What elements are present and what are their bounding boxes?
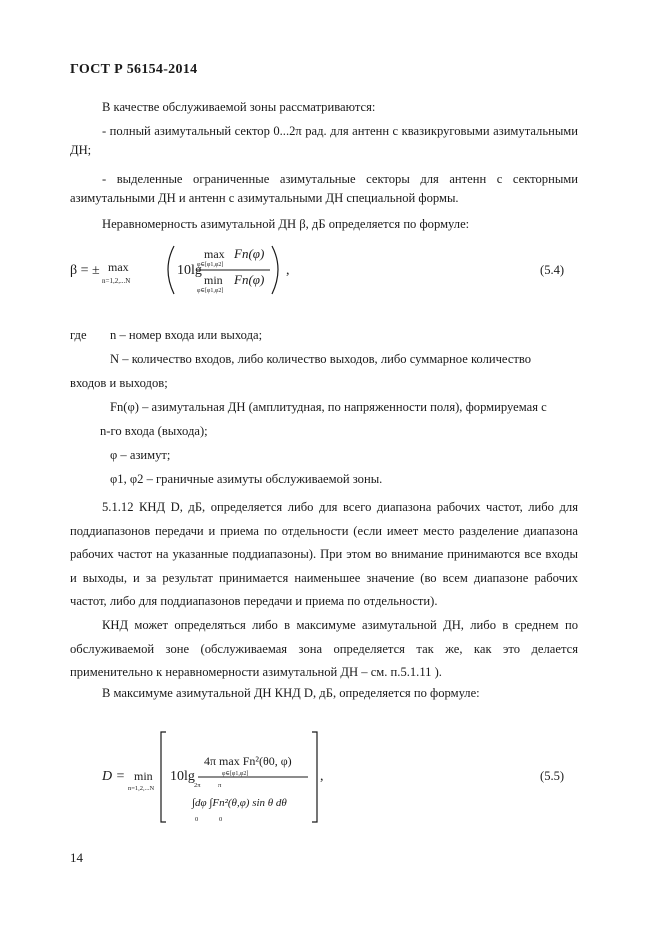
definition-phi12: φ1, φ2 – граничные азимуты обслуживаемой зоны. <box>110 472 383 486</box>
paragraph-nonuniformity: Неравномерность азимутальной ДН β, дБ определяется по формуле: <box>102 217 470 231</box>
formula-index: n=1,2,...N <box>128 785 155 792</box>
definition-N-1: N – количество входов, либо количество выходов, либо суммарное количество <box>110 352 532 366</box>
formula-log: 10lg <box>177 263 202 278</box>
svg-text:,: , <box>320 769 324 784</box>
numerator-sub: φ∈[φ1,φ2] <box>197 262 224 268</box>
paragraph-5-1-12: 5.1.12 КНД D, дБ, определяется либо для всего диапазона рабочих частот, либо для поддиапазонов передачи и приема по отдельности (если имеет место разделение диапазона рабочих частот на указанные поддиапазоны). При этом во внимание принимаются все входы и выходы, и за результат принимается наименьшее значение (во всем диапазоне рабочих частот, либо для поддиапазонов передачи и приема по отдельности). <box>70 500 578 608</box>
paragraph-intro: В качестве обслуживаемой зоны рассматриваются: <box>102 100 376 114</box>
right-paren <box>272 246 278 294</box>
numerator-max: max <box>204 247 225 261</box>
svg-text:,: , <box>286 263 290 278</box>
paragraph-bullet-2: - выделенные ограниченные азимутальные секторы для антенн с секторными азимутальными ДН и антенн с азимутальными ДН специальной формы. <box>70 172 578 205</box>
paragraph-max: В максимуме азимутальной ДН КНД D, дБ, определяется по формуле: <box>102 686 480 700</box>
denominator-min: min <box>204 273 223 287</box>
page-number: 14 <box>70 850 83 865</box>
left-paren <box>168 246 174 294</box>
paragraph-bullet-1: - полный азимутальный сектор 0...2π рад. для антенн с квазикруговыми азимутальными ДН; <box>70 124 578 157</box>
formula-lhs: β = ± <box>70 263 100 278</box>
paragraph-knd: КНД может определяться либо в максимуме азимутальной ДН, либо в среднем по обслуживаемой зоне (обслуживаемая зона определяется так же, как это делается применительно к неравномерности азимутальной ДН – см. п.5.1.11 ). <box>70 618 578 679</box>
integral-1-upper: 2π <box>194 782 201 789</box>
equation-number: (5.4) <box>540 263 565 277</box>
definition-N-2: входов и выходов; <box>70 376 168 390</box>
numerator: 4π max Fn²(θ0, φ) <box>204 754 292 768</box>
formula-max: max <box>108 260 129 274</box>
numerator-sub: φ∈[φ1,φ2] <box>222 771 249 777</box>
right-bracket <box>312 732 317 822</box>
document-header: ГОСТ Р 56154-2014 <box>70 62 198 77</box>
formula-5-5 <box>70 728 590 828</box>
formula-lhs: D = <box>102 769 126 784</box>
integral-2-lower: 0 <box>219 816 223 823</box>
formula-index: n=1,2,...N <box>102 277 131 285</box>
definition-n: n – номер входа или выхода; <box>110 328 263 342</box>
definition-F-1: Fn(φ) – азимутальная ДН (амплитудная, по напряженности поля), формируемая с <box>110 400 547 414</box>
left-bracket <box>161 732 166 822</box>
denominator-func: Fn(φ) <box>234 272 265 287</box>
definition-phi: φ – азимут; <box>110 448 171 462</box>
where-label: где <box>70 328 87 342</box>
integral-1-lower: 0 <box>195 816 199 823</box>
denominator-sub: φ∈[φ1,φ2] <box>197 288 224 294</box>
denominator: ∫dφ ∫Fn²(θ,φ) sin θ dθ <box>192 797 287 809</box>
definition-F-2: n-го входа (выхода); <box>100 424 208 438</box>
formula-5-4 <box>70 238 590 300</box>
formula-log: 10lg <box>170 769 195 784</box>
equation-number: (5.5) <box>540 769 565 783</box>
formula-min: min <box>134 769 153 783</box>
numerator-func: Fn(φ) <box>234 246 265 261</box>
integral-2-upper: π <box>218 782 222 789</box>
